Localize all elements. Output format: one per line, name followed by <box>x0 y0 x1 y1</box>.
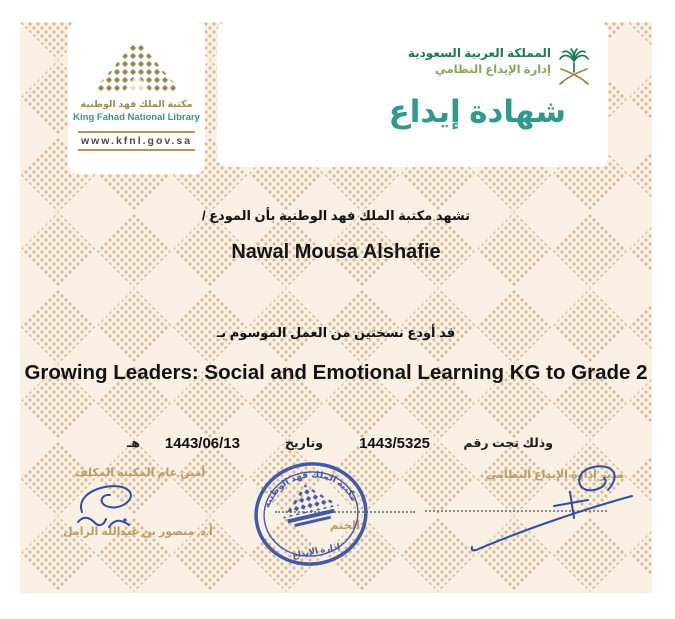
deposit-date-value: 1443/06/13 <box>164 435 240 452</box>
deposit-number-label: وذلك تحت رقم <box>463 436 553 450</box>
right-signature-scribble <box>458 460 640 565</box>
library-round-stamp <box>245 452 377 575</box>
library-name-english: King Fahad National Library <box>73 112 200 123</box>
library-logo-card <box>68 22 205 174</box>
saudi-palm-swords-emblem-icon <box>558 46 590 86</box>
library-name-arabic: مكتبة الملك فهد الوطنية <box>80 99 193 110</box>
library-pyramid-logo-icon <box>89 36 185 96</box>
left-signatory-title: أمين عام المكتبة المكلف <box>74 467 206 479</box>
government-heading <box>408 46 590 86</box>
left-signatory-name: أ.د. منصور بن عبدالله الزامل <box>63 526 213 538</box>
stamp-bottom-text: إدارة الإيداع <box>291 541 341 561</box>
right-signatory-title: مدير إدارة الإيداع النظامي <box>485 469 625 481</box>
website-bar <box>78 131 195 151</box>
certifies-statement: تشهد مكتبة الملك فهد الوطنية بأن المودع / <box>201 208 471 223</box>
country-name: المملكة العربية السعودية <box>407 46 551 60</box>
seal-label: الختم <box>329 520 361 532</box>
left-signature-scribble <box>68 478 178 534</box>
depositor-name: Nawal Mousa Alshafie <box>231 241 441 263</box>
work-title: Growing Leaders: Social and Emotional Learning KG to Grade 2 <box>24 361 648 384</box>
certificate-title-card <box>217 22 608 167</box>
deposit-number-value: 1443/5325 <box>359 435 430 452</box>
stamp-top-text: مكتبة الملك فهد الوطنية <box>261 469 360 510</box>
deposit-statement: قد أودع نسختين من العمل الموسوم بـ <box>216 325 456 340</box>
website-url: www.kfnl.gov.sa <box>80 135 193 147</box>
department-name: إدارة الإيداع النظامي <box>434 64 551 76</box>
certificate <box>20 22 652 593</box>
hijri-calendar-suffix: هـ <box>127 436 140 450</box>
deposit-date-label: وتاريخ <box>284 436 323 450</box>
deposit-details-row <box>20 435 652 457</box>
certificate-title: شهادة إيداع <box>388 94 566 129</box>
